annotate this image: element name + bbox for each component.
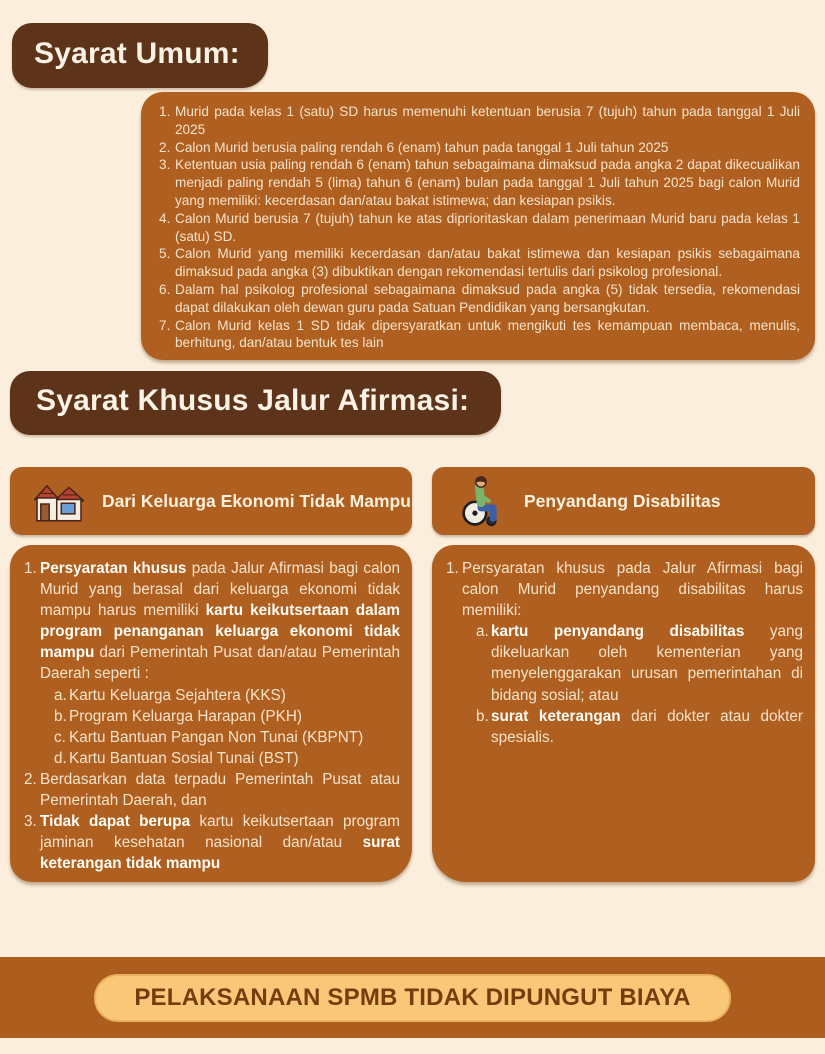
- sub-list: [462, 621, 803, 748]
- wheelchair-icon: [454, 474, 508, 528]
- text: Ketentuan usia paling rendah 6 (enam) tahun sebagaimana dimaksud pada angka 2 dapat dikecualikan menjadi paling rendah 5 (lima) tahun 6 (enam) bulan pada tanggal 1 Juli tahun 2025 bagi calon Murid yang memiliki: kecerdasan dan/atau bakat istimewa; dan kesiapan psikis.: [175, 157, 800, 208]
- sub-list-item: [53, 727, 400, 748]
- text: dari dokter atau dokter spesialis.: [491, 707, 803, 746]
- list-item: [158, 103, 800, 139]
- economically-disadvantaged-requirements-box: [10, 545, 412, 882]
- disability-requirements-box: [432, 545, 815, 882]
- text: Kartu Bantuan Sosial Tunai (BST): [69, 749, 299, 767]
- list-item: [158, 317, 800, 353]
- text: Kartu Bantuan Pangan Non Tunai (KBPNT): [69, 728, 364, 746]
- list-item: [445, 558, 803, 748]
- bold-text: Persyaratan khusus: [40, 560, 187, 577]
- column-header-disability: [432, 467, 815, 535]
- bold-text: kartu keikutsertaan dalam program penanganan keluarga ekonomi tidak mampu: [40, 602, 400, 662]
- affirmation-columns: [10, 467, 815, 882]
- column-disability: [432, 467, 815, 882]
- house-icon: [32, 474, 86, 528]
- text: Calon Murid berusia 7 (tujuh) tahun ke atas diprioritaskan dalam penerimaan Murid baru pada kelas 1 (satu) SD.: [175, 210, 800, 244]
- sub-list: [40, 685, 400, 769]
- column-header-label: Penyandang Disabilitas: [524, 490, 721, 511]
- text: Berdasarkan data terpadu Pemerintah Pusat atau Pemerintah Daerah, dan: [40, 770, 400, 810]
- list-item: [23, 769, 400, 811]
- general-requirements-list: [158, 103, 800, 352]
- text: Dalam hal psikolog profesional sebagaimana dimaksud pada angka (5) tidak tersedia, rekomendasi dapat dilakukan oleh dewan guru pada Satuan Pendidikan yang bersangkutan.: [175, 281, 800, 315]
- list-item: [158, 281, 800, 317]
- bold-text: Tidak dapat berupa: [40, 813, 191, 831]
- economically-disadvantaged-list: [23, 558, 400, 874]
- bold-text: kartu penyandang disabilitas: [491, 623, 745, 641]
- affirmation-requirements-title: Syarat Khusus Jalur Afirmasi:: [10, 371, 501, 435]
- list-item: [158, 139, 800, 157]
- column-header-label: Dari Keluarga Ekonomi Tidak Mampu: [102, 490, 411, 511]
- list-item: [23, 558, 400, 769]
- text: Calon Murid berusia paling rendah 6 (enam) tahun pada tanggal 1 Juli tahun 2025: [175, 139, 669, 155]
- column-economically-disadvantaged: [10, 467, 412, 882]
- bold-text: surat keterangan tidak mampu: [40, 834, 400, 873]
- text: Persyaratan khusus pada Jalur Afirmasi bagi calon Murid penyandang disabilitas harus memiliki:: [462, 560, 803, 620]
- general-requirements-title: Syarat Umum:: [12, 23, 268, 88]
- text: Program Keluarga Harapan (PKH): [69, 707, 302, 725]
- text: dari Pemerintah Pusat dan/atau Pemerintah Daerah seperti :: [40, 644, 400, 683]
- sub-list-item: [53, 748, 400, 769]
- list-item: [23, 811, 400, 874]
- general-requirements-box: [141, 92, 815, 360]
- disability-list: [445, 558, 803, 748]
- text: Murid pada kelas 1 (satu) SD harus memenuhi ketentuan berusia 7 (tujuh) tahun pada tanggal 1 Juli 2025: [175, 104, 800, 137]
- text: kartu keikutsertaan program jaminan kesehatan nasional dan/atau: [40, 813, 400, 852]
- text: yang dikeluarkan oleh kementerian yang menyelenggarakan urusan pemerintahan di bidang sosial; atau: [491, 623, 804, 704]
- sub-list-item: [475, 621, 803, 705]
- list-item: [158, 210, 800, 246]
- footer-banner: PELAKSANAAN SPMB TIDAK DIPUNGUT BIAYA: [94, 974, 730, 1022]
- text: Calon Murid kelas 1 SD tidak dipersyaratkan untuk mengikuti tes kemampuan membaca, menulis, berhitung, dan/atau bentuk tes lain: [175, 317, 800, 351]
- sub-list-item: [475, 706, 803, 748]
- footer-band: [0, 957, 825, 1038]
- sub-list-item: [53, 685, 400, 706]
- list-item: [158, 156, 800, 209]
- text: pada Jalur Afirmasi bagi calon Murid yang berasal dari keluarga ekonomi tidak mampu harus memiliki: [40, 560, 400, 620]
- text: Kartu Keluarga Sejahtera (KKS): [69, 686, 286, 704]
- column-header-economically-disadvantaged: [10, 467, 412, 535]
- sub-list-item: [53, 706, 400, 727]
- bold-text: surat keterangan: [491, 707, 621, 725]
- text: Calon Murid yang memiliki kecerdasan dan/atau bakat istimewa dan kesiapan psikis sebagaimana dimaksud pada angka (3) dibuktikan dengan rekomendasi tertulis dari psikolog profesional.: [175, 246, 800, 280]
- list-item: [158, 245, 800, 281]
